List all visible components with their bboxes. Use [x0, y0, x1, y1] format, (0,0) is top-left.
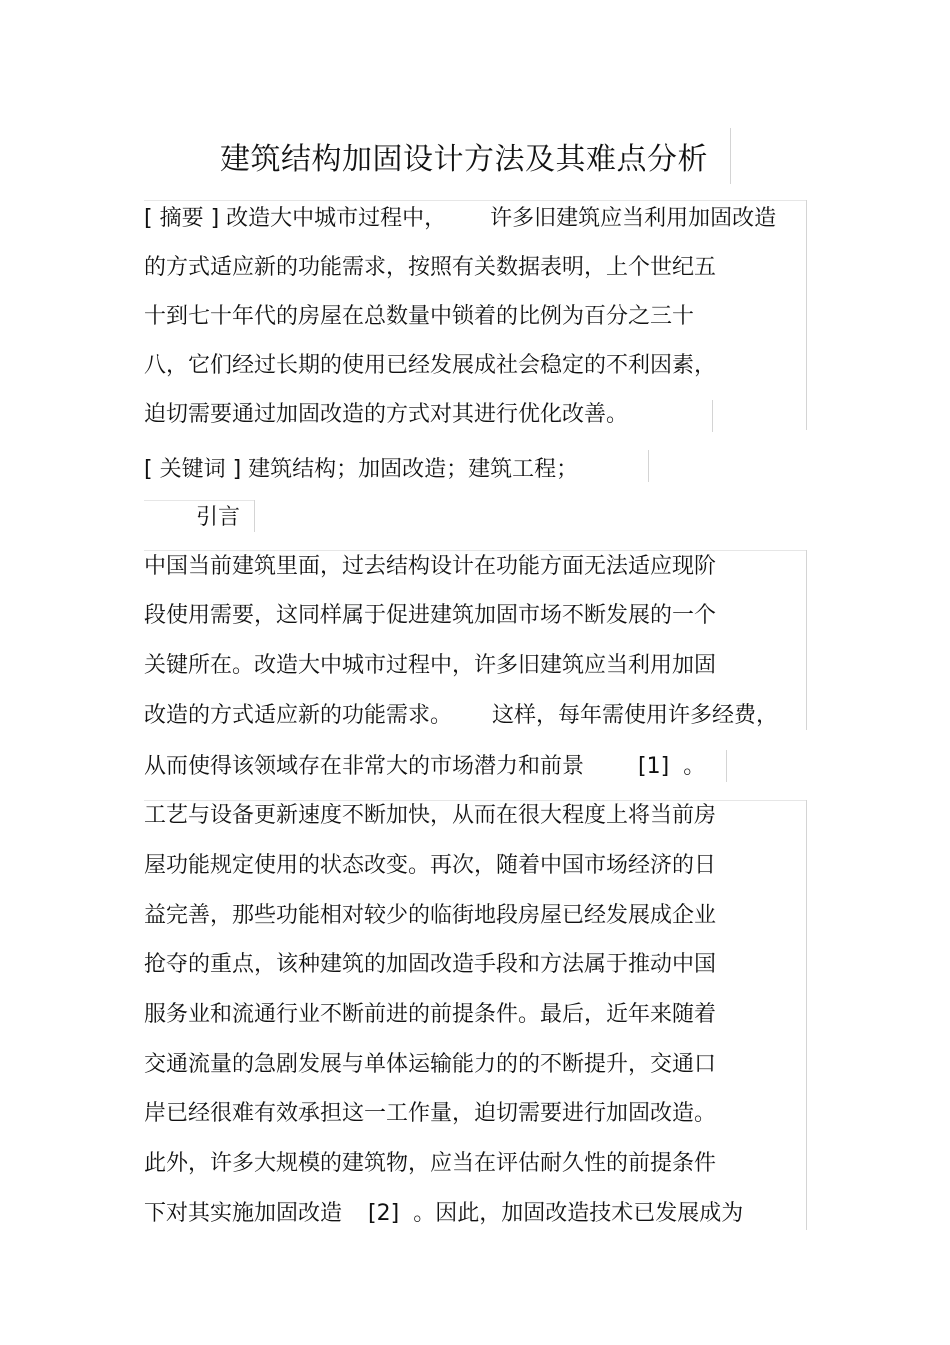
body-line-5-text: 从而使得该领域存在非常大的市场潜力和前景: [144, 754, 585, 779]
intro-heading: 引言: [196, 505, 241, 530]
body-top-rule: [144, 550, 806, 551]
abstract-text: 许多旧建筑应当利用加固改造: [490, 206, 777, 231]
body-line-6: 工艺与设备更新速度不断加快，从而在很大程度上将当前房: [144, 803, 717, 828]
body-line-10: 服务业和流通行业不断前进的前提条件。最后，近年来随着: [144, 1002, 717, 1027]
body-line-14-rest: 。因此，加固改造技术已发展成为: [413, 1201, 744, 1226]
body-line-4-part-b: 这样，每年需使用许多经费，: [492, 703, 779, 728]
body-line-4: [144, 701, 778, 731]
ref1-rule: [726, 750, 727, 782]
abstract-line-5: 迫切需要通过加固改造的方式对其进行优化改善。: [144, 402, 629, 427]
abstract-line-4: 八，它们经过长期的使用已经发展成社会稳定的不利因素，: [144, 353, 717, 378]
body-line-7: 屋功能规定使用的状态改变。再次，随着中国市场经济的日: [144, 853, 717, 878]
body-line-9: 抢夺的重点，该种建筑的加固改造手段和方法属于推动中国: [144, 952, 717, 977]
citation-1: [1]: [638, 754, 670, 779]
body-line-5: [144, 752, 705, 782]
citation-2: [2]: [368, 1201, 400, 1226]
body-right-rule-1: [806, 550, 807, 730]
intro-right-rule: [254, 500, 255, 532]
abstract-top-rule: [144, 200, 806, 201]
body-line-4-part-a: 改造的方式适应新的功能需求。: [144, 703, 453, 728]
abstract-label: [ 摘要 ] 改造大中城市过程中，: [144, 206, 447, 231]
body-line-14: [144, 1199, 743, 1229]
abstract-line-1: [144, 204, 776, 234]
intro-top-rule: [144, 500, 254, 501]
body-line-2: 段使用需要，这同样属于促进建筑加固市场不断发展的一个: [144, 603, 717, 628]
body-line-14-text: 下对其实施加固改造: [144, 1201, 343, 1226]
body-line-8: 益完善，那些功能相对较少的临街地段房屋已经发展成企业: [144, 903, 717, 928]
abstract-line-3: 十到七十年代的房屋在总数量中锁着的比例为百分之三十: [144, 304, 695, 329]
body-right-rule-2: [806, 800, 807, 1230]
document-title: 建筑结构加固设计方法及其难点分析: [220, 142, 708, 177]
body-line-5-period: 。: [683, 754, 706, 779]
body-line-11: 交通流量的急剧发展与单体运输能力的的不断提升，交通口: [144, 1052, 717, 1077]
keywords-rule: [648, 450, 649, 482]
title-rule: [730, 128, 731, 184]
abstract-end-rule: [712, 400, 713, 432]
keywords-line: [ 关键词 ] 建筑结构；加固改造；建筑工程；: [144, 457, 579, 482]
body-line-13: 此外，许多大规模的建筑物，应当在评估耐久性的前提条件: [144, 1151, 717, 1176]
body-line-1: 中国当前建筑里面，过去结构设计在功能方面无法适应现阶: [144, 554, 717, 579]
body-line-12: 岸已经很难有效承担这一工作量，迫切需要进行加固改造。: [144, 1101, 717, 1126]
abstract-right-rule: [806, 200, 807, 430]
body-line-3: 关键所在。改造大中城市过程中，许多旧建筑应当利用加固: [144, 653, 717, 678]
abstract-line-2: 的方式适应新的功能需求，按照有关数据表明，上个世纪五: [144, 255, 717, 280]
